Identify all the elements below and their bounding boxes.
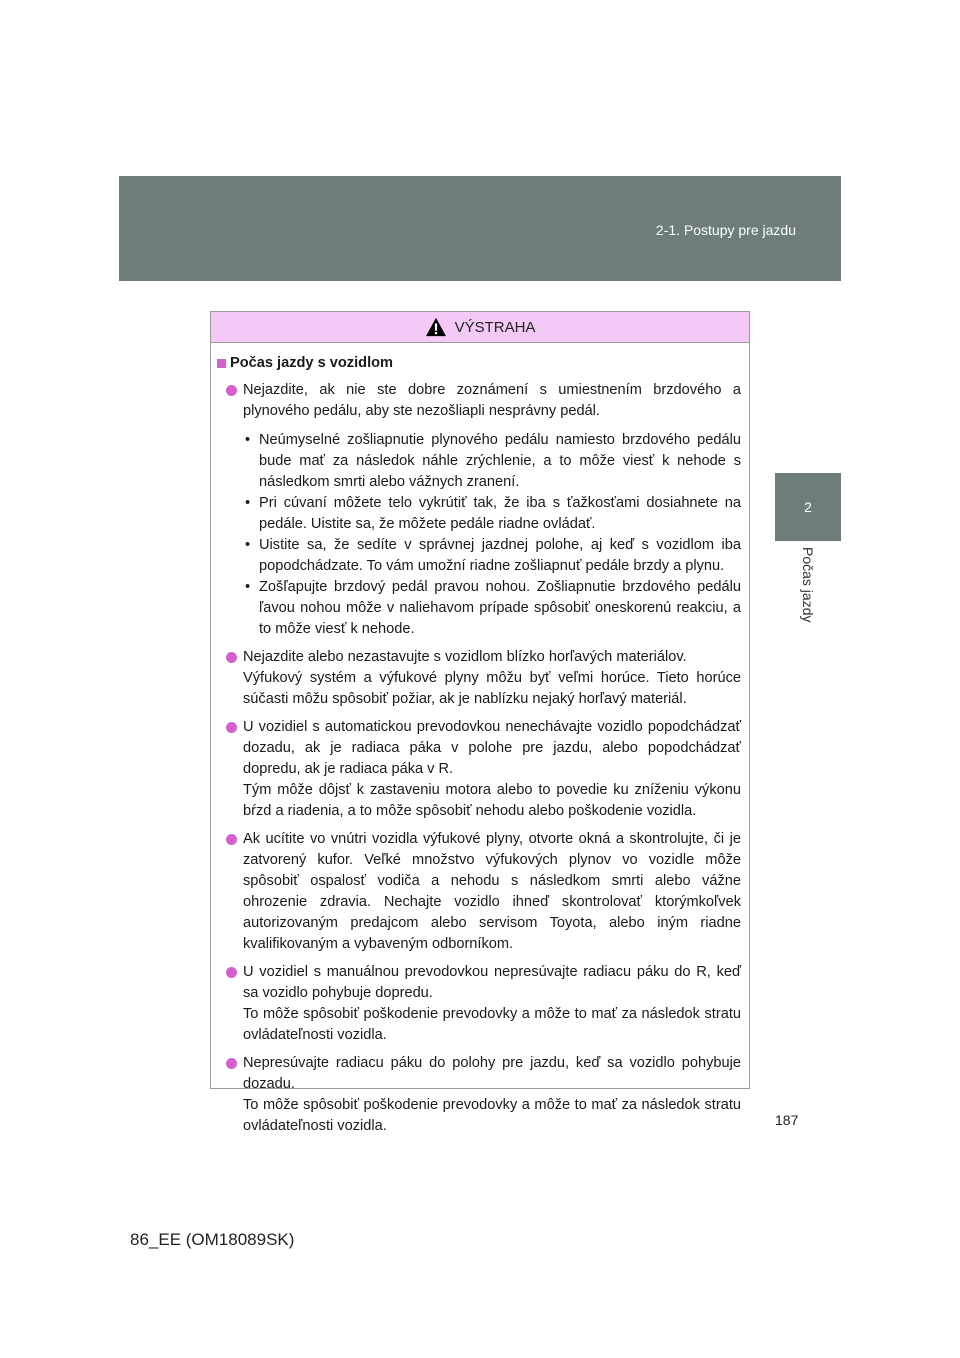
sub-text: Pri cúvaní môžete telo vykrútiť tak, že iba s ťažkosťami dosiahnete na pedále. Uistite sa, že môžete pedále riadne ovládať. (259, 495, 741, 532)
bullet-item (217, 380, 741, 640)
warning-header (211, 312, 749, 343)
sub-item: • Uistite sa, že sedíte v správnej jazdnej polohe, aj keď s vozidlom iba popodchádzate. To vám umožní riadne zošliapnuť pedále brzdy a plynu. (245, 537, 741, 574)
bullet-dot-icon (226, 652, 237, 663)
page-number: 187 (775, 1112, 799, 1128)
bullet-text: U vozidiel s manuálnou prevodovkou nepresúvajte radiacu páku do R, keď sa vozidlo pohybuje dopredu. (243, 964, 741, 1001)
bullet-text: Tým môže dôjsť k zastaveniu motora alebo to povedie ku zníženiu výkonu bŕzd a riadenia, a to môže spôsobiť nehodu alebo poškodenie vozidla. (243, 782, 741, 819)
bullet-item (217, 647, 741, 710)
sub-item: • Pri cúvaní môžete telo vykrútiť tak, že iba s ťažkosťami dosiahnete na pedále. Uistite sa, že môžete pedále riadne ovládať. (245, 495, 741, 532)
sub-item: • Zošľapujte brzdový pedál pravou nohou. Zošliapnutie brzdového pedálu ľavou nohou môže v naliehavom prípade spôsobiť oneskorenú reakciu, a to môže viesť k nehode. (245, 579, 741, 637)
bullet-item (217, 829, 741, 955)
bullet-item (217, 717, 741, 822)
document-code: 86_EE (OM18089SK) (130, 1230, 295, 1249)
bullet-text: To môže spôsobiť poškodenie prevodovky a môže to mať za následok stratu ovládateľnosti vozidla. (243, 1097, 741, 1134)
chapter-tab-label (775, 541, 841, 646)
sub-item: • Neúmyselné zošliapnutie plynového pedálu namiesto brzdového pedálu bude mať za následok náhle zrýchlenie, a to môže viesť k nehode s následkom smrti alebo vážnych zranení. (245, 432, 741, 490)
sub-list (243, 430, 741, 640)
warning-triangle-icon (425, 317, 447, 337)
header-band (119, 176, 841, 281)
sub-text: Uistite sa, že sedíte v správnej jazdnej polohe, aj keď s vozidlom iba popodchádzate. To vám umožní riadne zošliapnuť pedále brzdy a plynu. (259, 537, 741, 574)
warning-title: VÝSTRAHA (454, 318, 536, 336)
bullet-text: Výfukový systém a výfukové plyny môžu byť veľmi horúce. Tieto horúce súčasti môžu spôsobiť požiar, ak je nablízku nejaký horľavý materiál. (243, 670, 741, 707)
chapter-label-text: Počas jazdy (800, 547, 816, 623)
bullet-text: Nejazdite, ak nie ste dobre zoznámení s umiestnením brzdového a plynového pedálu, aby ste nezošliapli nesprávny pedál. (243, 382, 741, 419)
warning-section-heading (217, 353, 741, 374)
section-title: 2-1. Postupy pre jazdu (655, 222, 796, 238)
bullet-dot-icon (226, 967, 237, 978)
bullet-dot-icon (226, 722, 237, 733)
bullet-dot-icon (226, 834, 237, 845)
warning-content (211, 343, 749, 1137)
sub-text: Zošľapujte brzdový pedál pravou nohou. Zošliapnutie brzdového pedálu ľavou nohou môže v naliehavom prípade spôsobiť oneskorenú reakciu, a to môže viesť k nehode. (259, 579, 741, 637)
section-heading-text: Počas jazdy s vozidlom (230, 355, 394, 371)
bullet-text: U vozidiel s automatickou prevodovkou nenechávajte vozidlo popodchádzať dozadu, ak je radiaca páka v polohe pre jazdu, alebo popodchádzať dopredu, ak je radiaca páka v R. (243, 719, 741, 777)
warning-box (210, 311, 750, 1134)
bullet-text: Ak ucítite vo vnútri vozidla výfukové plyny, otvorte okná a skontrolujte, či je zatvorený kufor. Veľké množstvo výfukových plynov vo vozidle môže spôsobiť ospalosť vodiča a nehodu s následkom smrti alebo vážne ohrozenie zdravia. Nechajte vozidlo ihneď skontrolovať ktorýmkoľvek autorizovaným predajcom alebo servisom Toyota, alebo iným riadne kvalifikovaným a vybaveným odborníkom. (243, 831, 741, 952)
sub-text: Neúmyselné zošliapnutie plynového pedálu namiesto brzdového pedálu bude mať za následok náhle zrýchlenie, a to môže viesť k nehode s následkom smrti alebo vážnych zranení. (259, 432, 741, 490)
bullet-text: Nepresúvajte radiacu páku do polohy pre jazdu, keď sa vozidlo pohybuje dozadu. (243, 1055, 741, 1092)
bullet-dot-icon (226, 385, 237, 396)
bullet-dot-icon (226, 1058, 237, 1069)
bullet-text: Nejazdite alebo nezastavujte s vozidlom blízko horľavých materiálov. (243, 649, 687, 665)
bullet-text: To môže spôsobiť poškodenie prevodovky a môže to mať za následok stratu ovládateľnosti vozidla. (243, 1006, 741, 1043)
bullet-item (217, 962, 741, 1046)
square-bullet-icon (217, 359, 226, 368)
chapter-tab-number: 2 (775, 473, 841, 541)
bullet-item (217, 1053, 741, 1137)
